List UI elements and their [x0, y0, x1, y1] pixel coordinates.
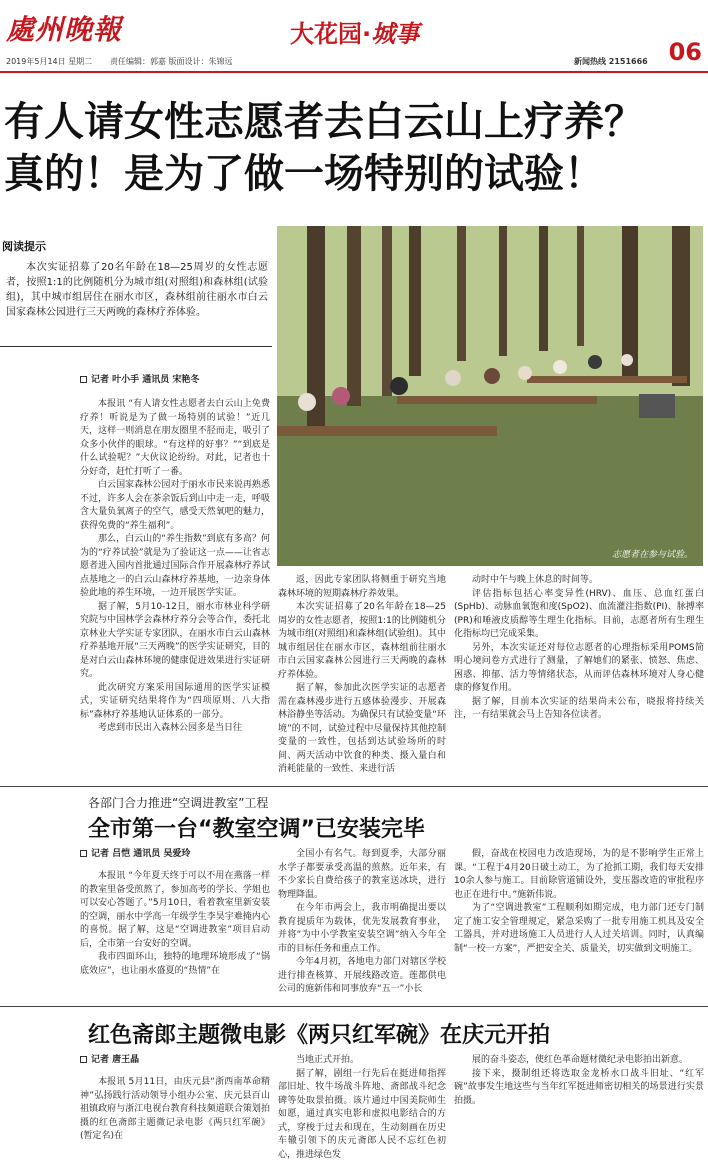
reading-guide-title: 阅读提示: [2, 240, 46, 253]
story3-byline-wrap: [80, 1054, 270, 1068]
forest-photo-illustration: [277, 226, 703, 566]
story1-column-1: [80, 398, 270, 736]
story3-column-2: [278, 1054, 446, 1162]
reading-guide-body: 本次实证招募了20名年龄在18—25周岁的女性志愿者，按照1:1的比例随机分为城市组(对照组)和森林组(试验组)，其中城市组居住在丽水市区，森林组前往丽水市白云国家森林公园进行三天两晚的森林疗养体验。: [6, 262, 268, 318]
story1-col1-p2: 白云国家森林公园对于丽水市民来说再熟悉不过，许多人会在茶余饭后到山中走一走，呼吸含大量负氧离子的空气，感受天然氧吧的魅力，获得免费的“养生福利”。: [80, 480, 270, 531]
issue-date: 2019年5月14日 星期二: [6, 57, 93, 66]
story1-col3-p1: 动时中午与晚上休息的时间等。: [472, 575, 599, 585]
meta-line: [0, 56, 708, 70]
story1-col3-p4: 据了解，目前本次实证的结果尚未公布，晓报将持续关注，一有结果就会马上告知各位读者。: [454, 696, 704, 720]
story2-col3-p2: 为了“空调进教室”工程顺利如期完成，电力部门还专门制定了施工安全管理规定，紧急采购了一批专用施工机具及安全工器具，并对进场施工人员进行人人过关培训。同时，认真编制“一校一方案”，严把安全关、质量关，切实做到文明施工。: [454, 903, 704, 954]
story1-byline-text: 记者 叶小手 通讯员 宋艳冬: [91, 375, 200, 385]
story2-col2-p1: 全国小有名气。每到夏季，大部分丽水学子都要承受高温的煎熬。近年来，有不少家长自费给孩子的教室送冰块，进行物理降温。: [278, 849, 446, 900]
story1-byline-wrap: [80, 374, 270, 388]
divider-story3: [0, 1006, 708, 1007]
guide-divider: [0, 346, 272, 347]
story1-col1-p1: 本报讯 “有人请女性志愿者去白云山上免费疗养！听说是为了做一场特别的试验！”近几天，这样一则消息在朋友圈里不胫而走，吸引了众多小伙伴的眼球。“有这样的好事？”“到底是什么试验呢？”大伙议论纷纷。对此，记者也十分好奇，赶忙打听了一番。: [80, 399, 270, 477]
masthead: [0, 0, 708, 66]
byline-box-icon: [80, 850, 87, 857]
story2-col1-p2: 我市四面环山，独特的地理环境形成了“锅底效应”，也让丽水盛夏的“热情”在: [80, 952, 270, 976]
story1-col2-p1: 返，因此专家团队将侧重于研究当地森林环境的短期森林疗养效果。: [278, 575, 446, 599]
header-rule: [0, 71, 708, 73]
story2-title: 全市第一台“教室空调”已安装完毕: [88, 817, 425, 842]
story3-column-3: [454, 1054, 704, 1108]
main-headline: [4, 96, 704, 200]
story3-col2-p1: 当地正式开拍。: [296, 1055, 360, 1065]
story1-col3-p3: 另外，本次实证还对每位志愿者的心理指标采用POMS简明心境问卷方式进行了测量，了解她们的紧张、愤怒、焦虑、困惑、抑郁、活力等情绪状态，从而评估森林环境对人身心健康的修复作用。: [454, 642, 704, 693]
story3-col3-p2: 接下来，摄制组还将选取金龙桥水口战斗旧址、“红军碗”故事发生地这些与当年红军挺进师密切相关的场景进行实景拍摄。: [454, 1068, 704, 1106]
story1-col1-p4: 据了解，5月10-12日，丽水市林业科学研究院与中国林学会森林疗养分会等合作，委托北京林业大学实证专家团队，在丽水市白云山森林疗养基地开展“三天两晚”的医学实证研究，目的是对白云山森林环境的健康促进效果进行实证研究。: [80, 601, 270, 679]
section-title: [290, 14, 419, 49]
story3-column-1: [80, 1076, 270, 1144]
story2-column-3: [454, 848, 704, 956]
story1-col1-p5: 此次研究方案采用国际通用的医学实证模式，实证研究结果将作为“四项原则、八大指标”森林疗养基地认证体系的一部分。: [80, 682, 270, 720]
story2-col2-p2: 在今年市两会上，我市明确提出要以教育提质年为载体，优先发展教育事业，并将“为中小学教室安装空调”纳入今年全市的目标任务和重点工作。: [278, 903, 446, 954]
story1-col2-p3: 据了解，参加此次医学实证的志愿者需在森林漫步进行五感体验漫步、开展森林浴静坐等活动。为确保只有试验变量“环境”的不同，试验过程中尽量保持其他控制变量的一致性，包括到达试验场所的时间、两天活动中饮食的种类、摄入量白和消耗能量的一致性、来进行活: [278, 683, 446, 774]
byline-box-icon: [80, 1056, 87, 1063]
photo-caption: 志愿者在参与试验。: [611, 550, 693, 560]
story2-column-1: [80, 870, 270, 978]
story2-col2-p3: 今年4月初，各地电力部门对辖区学校进行排查核算、开展线路改造。莲都供电公司的施新伟和同事放弃“五一”小长: [278, 957, 446, 994]
story2-col3-p1: 假，奋战在校园电力改造现场，为的是不影响学生正常上课。“工程于4月20日破土动工，为了抢抓工期，我们每天安排10余人参与施工。目前除管道铺设外，变压器改造的审批程序也正在进行中。”施新伟说。: [454, 849, 704, 900]
byline-box-icon: [80, 376, 87, 383]
story1-byline: [80, 374, 270, 388]
story1-col1-p6: 考虑到市民出入森林公园多是当日往: [98, 723, 243, 733]
story2-byline-text: 记者 吕恺 通讯员 吴爱玲: [91, 849, 191, 859]
story3-title: 红色斋郎主题微电影《两只红军碗》在庆元开拍: [88, 1023, 551, 1048]
story3-col2-p2: 据了解，剧组一行先后在挺进师指挥部旧址、牧牛场战斗阵地、斋郎战斗纪念碑等处取景拍摄。该片通过中国美院师生如愿，通过真实电影和虚拟电影结合的方式，穿梭于过去和现在，生动刻画在历史车辙引领下的庆元斋郎人民不忘红色初心，推进绿色发: [278, 1068, 446, 1160]
divider-story2: [0, 786, 708, 787]
story1-col2-p2: 本次实证招募了20名年龄在18—25周岁的女性志愿者，按照1:1的比例随机分为城市组(对照组)和森林组(试验组)。其中城市组居住在丽水市区，森林组前往丽水市白云国家森林公园进行三天两晚的森林疗养体验。: [278, 602, 446, 680]
story3-byline-text: 记者 唐王晶: [91, 1055, 140, 1065]
headline-line-2: 真的！是为了做一场特别的试验！: [4, 151, 604, 197]
section-title-b: 城事: [371, 19, 420, 48]
story2-col1-p1: 本报讯 “今年夏天终于可以不用在燕落一样的教室里备受煎熬了，参加高考的学长、学姐也可以安心答题了。”5月10日，看着教室里新安装的空调，丽水中学高一年级学生李昊宇难掩内心的喜悦。据了解，这是“空调进教室”项目启动后，全市第一台安好的空调。: [80, 871, 270, 949]
reading-guide: [0, 238, 272, 320]
editor-credit: 责任编辑：郭嘉 版面设计：朱锦远: [110, 57, 233, 66]
forest-photo: [277, 226, 703, 566]
page-number: 06: [668, 38, 702, 66]
story1-col1-p3: 那么，白云山的“养生指数”到底有多高？何为的“疗养试验”就是为了验证这一点——让省志愿者进入国内首批通过国际合作开展森林疗养试点基地之一的白云山森林疗养基地，一边亲身体验此地的养生环境，一边开展医学实证。: [80, 534, 270, 598]
story2-column-2: [278, 848, 446, 997]
headline-line-1: 有人请女性志愿者去白云山上疗养？: [4, 99, 644, 145]
story1-column-2: [278, 574, 446, 777]
news-hotline: 新闻热线 2151666: [574, 57, 648, 66]
story3-col1-p1: 本报讯 5月11日，由庆元县“浙西南革命精神”弘扬践行活动领导小组办公室、庆元县百山祖镇政府与浙江电视台教育科技频道联合策划拍摄的红色斋郎主题微记录电影《两只红军碗》(暂定名)在: [80, 1077, 270, 1141]
story3-col3-p1: 展的奋斗姿态，使红色革命题材微纪录电影拍出新意。: [472, 1055, 689, 1065]
story1-column-3: [454, 574, 704, 723]
story3-byline: [80, 1054, 270, 1068]
story1-col3-p2: 评估指标包括心率变异性(HRV)、血压、总血红蛋白(SpHb)、动脉血氧饱和度(SpO2)、血流灌注指数(PI)、脉搏率(PR)和唾液皮质醇等生理生化指标。目前，志愿者所有生理生化指标均已完成采集。: [454, 588, 704, 639]
story2-byline-wrap: [80, 848, 270, 862]
section-title-dot: ·: [362, 20, 372, 48]
story2-kicker: 各部门合力推进“空调进教室”工程: [88, 796, 269, 810]
section-title-a: 大花园: [290, 20, 362, 48]
story2-byline: [80, 848, 270, 862]
newspaper-logo: 處州晚報: [6, 13, 123, 46]
